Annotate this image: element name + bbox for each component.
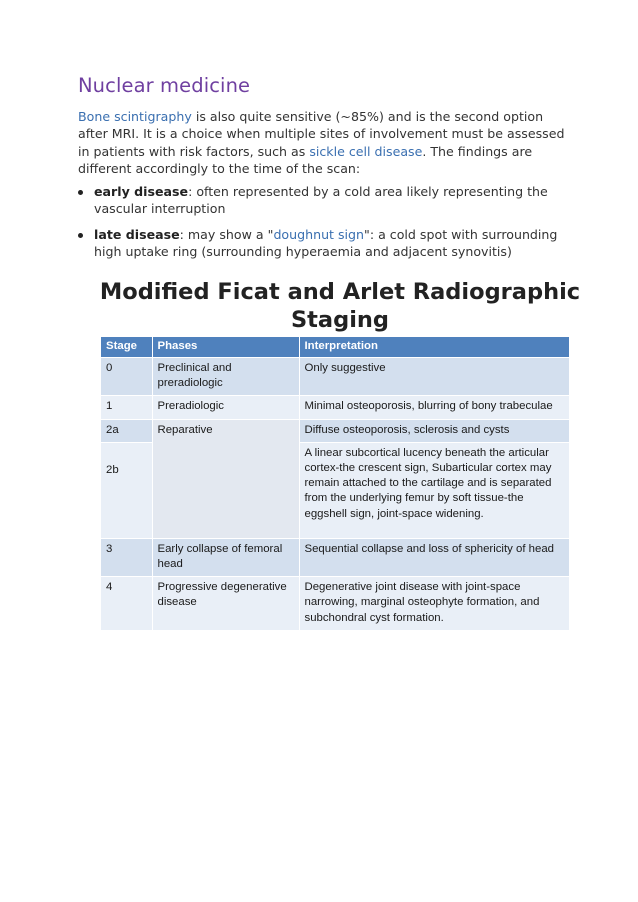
late-disease-term: late disease [94, 226, 180, 242]
stage-cell: 2b [101, 442, 152, 538]
staging-figure [95, 278, 581, 624]
figure-title-line-2: Staging [290, 307, 390, 333]
findings-list [78, 183, 568, 268]
table-row [101, 419, 569, 442]
header-phases: Phases [152, 337, 299, 358]
doughnut-sign-link[interactable]: doughnut sign [273, 226, 365, 242]
interpretation-cell: Minimal osteoporosis, blurring of bony trabeculae [299, 396, 569, 419]
table-row [101, 358, 569, 396]
table-row [101, 538, 569, 576]
stage-cell: 2a [101, 419, 152, 442]
list-item-early-disease [78, 183, 568, 218]
staging-table [101, 337, 570, 630]
header-stage: Stage [101, 337, 152, 358]
interpretation-cell: Sequential collapse and loss of sphericity of head [299, 538, 569, 576]
bullet-icon [78, 233, 83, 238]
list-item-late-disease [78, 226, 568, 261]
section-heading: Nuclear medicine [78, 74, 251, 97]
late-disease-text-after: ": a cold spot with surrounding high uptake ring (surrounding hyperaemia and adjacent synovitis) [94, 226, 558, 259]
phase-cell: Reparative [152, 419, 299, 538]
bone-scintigraphy-link[interactable]: Bone scintigraphy [78, 109, 192, 124]
table-row [101, 396, 569, 419]
intro-text-2: . The findings are different accordingly to the time of the scan: [78, 143, 533, 176]
stage-cell: 0 [101, 358, 152, 396]
phase-cell: Preclinical and preradiologic [152, 358, 299, 396]
figure-title [95, 278, 585, 334]
early-disease-text: : often represented by a cold area likely representing the vascular interruption [94, 184, 548, 217]
stage-cell: 1 [101, 396, 152, 419]
stage-cell: 3 [101, 538, 152, 576]
bullet-icon [78, 190, 83, 195]
figure-title-line-1: Modified Ficat and Arlet Radiographic [99, 279, 581, 305]
interpretation-cell: Only suggestive [299, 358, 569, 396]
table-row [101, 577, 569, 630]
header-interpretation: Interpretation [299, 337, 569, 358]
interpretation-cell: Degenerative joint disease with joint-space narrowing, marginal osteophyte formation, and subchondral cyst formation. [299, 577, 569, 630]
phase-cell: Early collapse of femoral head [152, 538, 299, 576]
intro-paragraph [78, 108, 568, 177]
late-disease-text-before: : may show a " [179, 226, 274, 242]
stage-cell: 4 [101, 577, 152, 630]
early-disease-term: early disease [94, 184, 189, 199]
phase-cell: Progressive degenerative disease [152, 577, 299, 630]
table-header-row [101, 337, 569, 358]
sickle-cell-disease-link[interactable]: sickle cell disease [309, 143, 423, 159]
intro-text-1: is also quite sensitive (~85%) and is the second option after MRI. It is a choice when multiple sites of involvement must be assessed in patients with risk factors, such as [78, 109, 565, 159]
phase-cell: Preradiologic [152, 396, 299, 419]
interpretation-cell: A linear subcortical lucency beneath the articular cortex-the crescent sign, Subarticular cortex may remain attached to the cartilage and is separated from the underlying femur by soft tissue-the eggshell sign, joint-space widening. [299, 442, 569, 538]
interpretation-cell: Diffuse osteoporosis, sclerosis and cysts [299, 419, 569, 442]
